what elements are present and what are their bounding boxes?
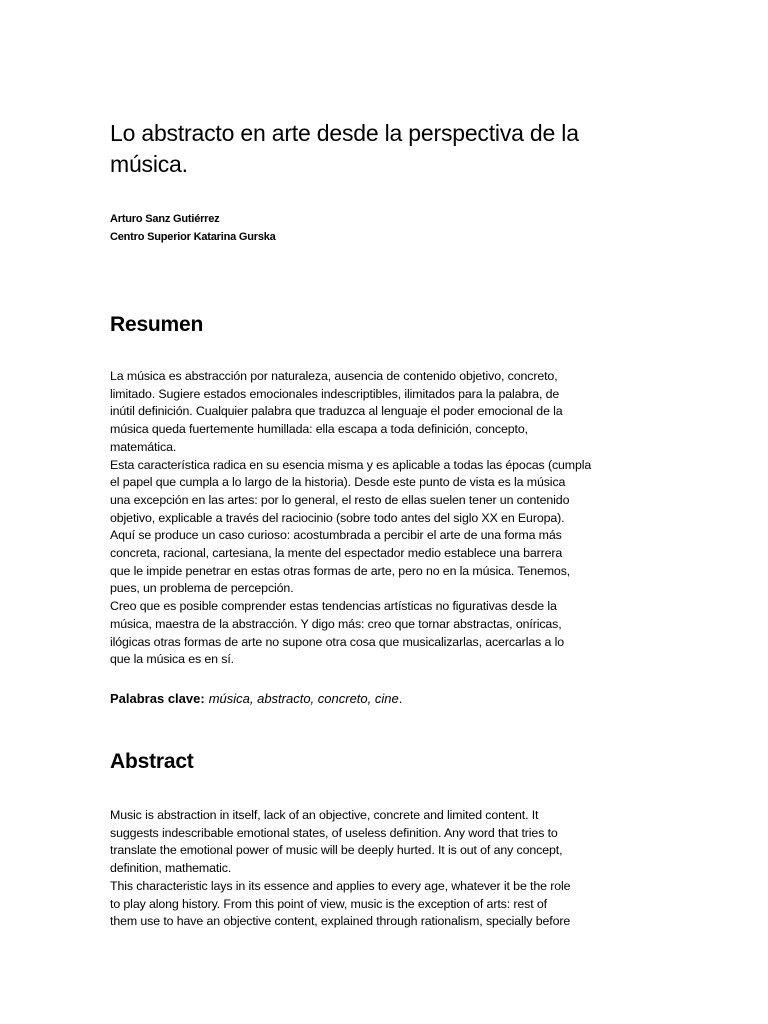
abstract-line: suggests indescribable emotional states, of useless definition. Any word that tries to [110,825,558,840]
resumen-line: Aquí se produce un caso curioso: acostumbrada a percibir el arte de una forma más [110,528,562,543]
author-affiliation: Centro Superior Katarina Gurska [110,231,276,243]
abstract-line: This characteristic lays in its essence and applies to every age, whatever it be the role [110,878,571,893]
resumen-line: música, maestra de la abstracción. Y digo más: creo que tornar abstractas, oníricas, [110,616,562,631]
resumen-line: matemática. [110,439,177,454]
keywords-period: . [398,691,403,706]
resumen-line: objetivo, explicable a través del raciocinio (sobre todo antes del siglo XX en Europa). [110,510,565,525]
resumen-line: inútil definición. Cualquier palabra que traduzca al lenguaje el poder emocional de la [110,404,563,419]
resumen-heading: Resumen [110,313,204,336]
abstract-line: Music is abstraction in itself, lack of an objective, concrete and limited content. It [110,808,539,822]
resumen-body [110,368,666,669]
resumen-line: limitado. Sugiere estados emocionales indescriptibles, ilimitados para la palabra, de [110,386,560,401]
author-block [110,210,276,246]
resumen-line: el papel que cumpla a lo largo de la historia). Desde este punto de vista es la música [110,475,566,490]
resumen-line: Creo que es posible comprender estas tendencias artísticas no figurativas desde la [110,599,557,614]
document-page [110,0,670,1024]
resumen-line: La música es abstracción por naturaleza, ausencia de contenido objetivo, concreto, [110,369,558,383]
abstract-body [110,807,666,931]
resumen-line: pues, un problema de percepción. [110,581,294,596]
keywords-list: música, abstracto, concreto, cine [208,691,399,706]
abstract-line: them use to have an objective content, explained through rationalism, specially before [110,914,571,929]
resumen-line: que le impide penetrar en estas otras formas de arte, pero no en la música. Tenemos, [110,563,571,578]
resumen-line: música queda fuertemente humillada: ella escapa a toda definición, concepto, [110,422,528,437]
abstract-line: to play along history. From this point of view, music is the exception of arts: rest of [110,896,547,911]
resumen-line: que la música es en sí. [110,652,234,667]
resumen-line: ilógicas otras formas de arte no supone otra cosa que musicalizarlas, acercarlas a lo [110,634,564,649]
resumen-line: Esta característica radica en su esencia misma y es aplicable a todas las épocas (cumpla [110,457,592,472]
abstract-heading: Abstract [110,750,194,773]
resumen-line: concreta, racional, cartesiana, la mente del espectador medio establece una barrera [110,546,563,561]
keywords-label: Palabras clave: [110,691,205,706]
abstract-line: translate the emotional power of music will be deeply hurted. It is out of any concept, [110,843,563,858]
abstract-line: definition, mathematic. [110,861,232,876]
keywords-line [110,690,402,708]
resumen-line: una excepción en las artes: por lo general, el resto de ellas suelen tener un contenido [110,492,570,507]
author-name: Arturo Sanz Gutiérrez [110,213,220,225]
document-title: Lo abstracto en arte desde la perspectiva de la música. [110,120,579,177]
